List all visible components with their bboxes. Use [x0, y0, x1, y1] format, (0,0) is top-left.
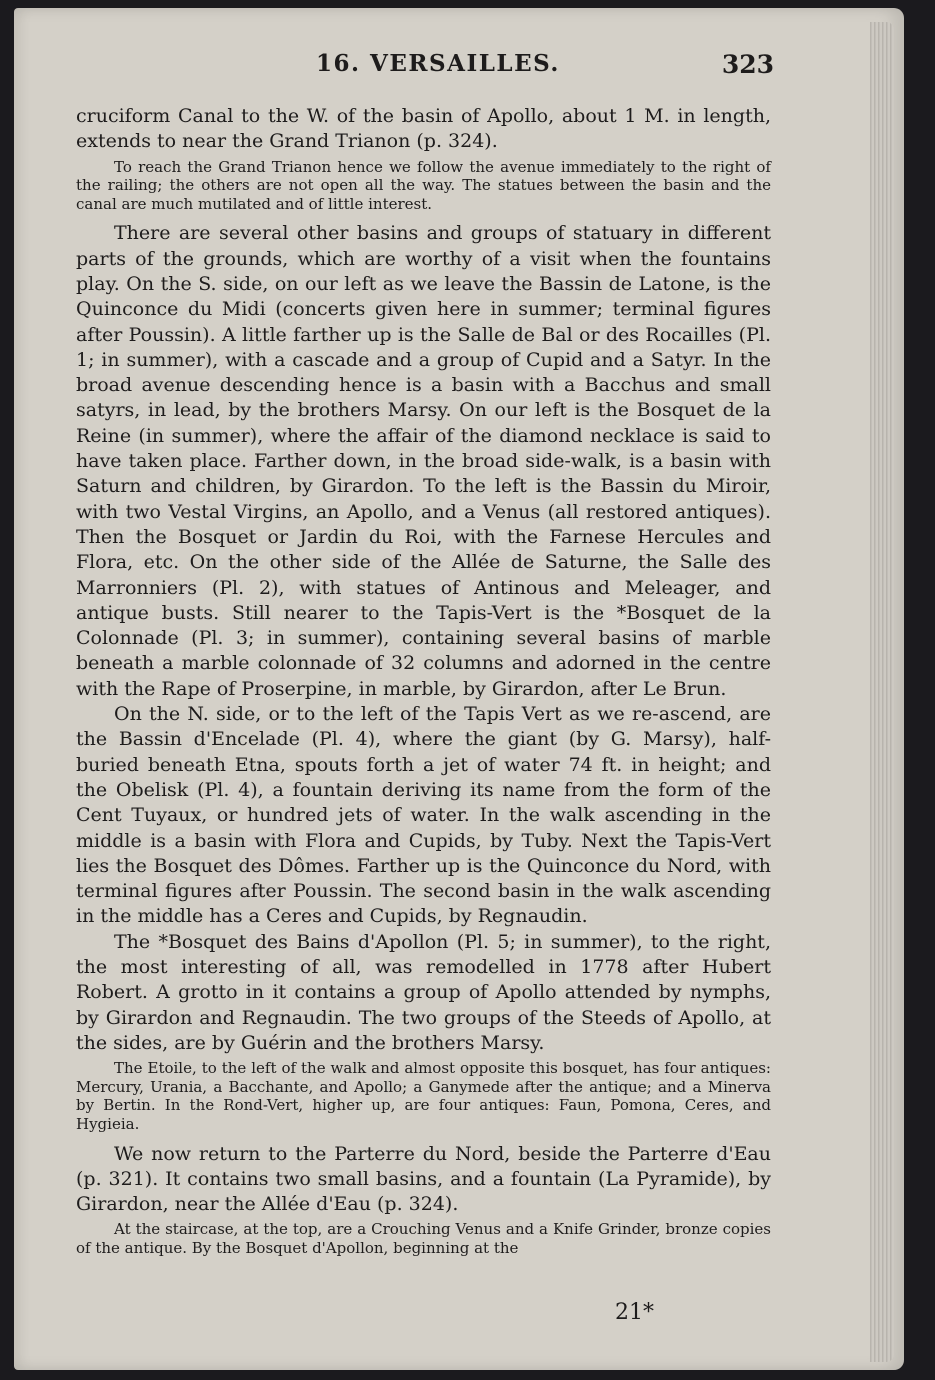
page-header: [64, 50, 774, 86]
page-number: 323: [721, 50, 774, 79]
small-note-trianon: To reach the Grand Trianon hence we follow the avenue immediately to the right of the railing; the others are not open all the way. The statues between the basin and the canal are much mutilated and of little interest.: [76, 157, 771, 213]
paragraph-bains-apollon: The *Bosquet des Bains d'Apollon (Pl. 5; in summer), to the right, the most interesting of all, was remodelled in 1778 after Hubert Robert. A grotto in it contains a group of Apollo attended by nymphs, by Girardon and Regnaudin. The two groups of the Steeds of Apollo, at the sides, are by Guérin and the brothers Marsy.: [76, 930, 771, 1054]
small-note-staircase: At the staircase, at the top, are a Crouching Venus and a Knife Grinder, bronze copies of the antique. By the Bosquet d'Apollon, beginning at the: [76, 1220, 771, 1258]
page-edge: [870, 22, 894, 1362]
paragraph-parterre-nord: We now return to the Parterre du Nord, beside the Parterre d'Eau (p. 321). It contains two small basins, and a fountain (La Pyramide), by Girardon, near the Allée d'Eau (p. 324).: [76, 1142, 771, 1216]
paragraph-south-side: There are several other basins and groups of statuary in different parts of the grounds, which are worthy of a visit when the fountains play. On the S. side, on our left as we leave the Bassin de Latone, is the Quinconce du Midi (concerts given here in summer; terminal figures after Poussin). A little farther up is the Salle de Bal or des Rocailles (Pl. 1; in summer), with a cascade and a group of Cupid and a Satyr. In the broad avenue descending hence is a basin with a Bacchus and small satyrs, in lead, by the brothers Marsy. On our left is the Bosquet de la Reine (in summer), where the affair of the diamond necklace is said to have taken place. Farther down, in the broad side-walk, is a basin with Saturn and children, by Girardon. To the left is the Bassin du Miroir, with two Vestal Virgins, an Apollo, and a Venus (all restored antiques). Then the Bosquet or Jardin du Roi, with the Farnese Hercules and Flora, etc. On the other side of the Allée de Saturne, the Salle des Marronniers (Pl. 2), with statues of Antinous and Meleager, and antique busts. Still nearer to the Tapis-Vert is the *Bosquet de la Colonnade (Pl. 3; in summer), containing several basins of marble beneath a marble colonnade of 32 columns and adorned in the centre with the Rape of Proserpine, in marble, by Girardon, after Le Brun.: [76, 222, 771, 700]
running-title: 16. VERSAILLES.: [316, 50, 560, 77]
small-note-etoile: The Etoile, to the left of the walk and almost opposite this bosquet, has four antiques: Mercury, Urania, a Bacchante, and Apollo; a Ganymede after the antique; and a Minerva by Bertin. In the Rond-Vert, higher up, are four antiques: Faun, Pomona, Ceres, and Hygieia.: [76, 1059, 771, 1133]
paragraph-canal: cruciform Canal to the W. of the basin of Apollo, about 1 M. in length, extends to near the Grand Trianon (p. 324).: [76, 105, 771, 153]
page-body: [76, 104, 771, 1258]
paragraph-north-side: On the N. side, or to the left of the Tapis Vert as we re-ascend, are the Bassin d'Encelade (Pl. 4), where the giant (by G. Marsy), half-buried beneath Etna, spouts forth a jet of water 74 ft. in height; and the Obelisk (Pl. 4), a fountain deriving its name from the form of the Cent Tuyaux, or hundred jets of water. In the walk ascending in the middle is a basin with Flora and Cupids, by Tuby. Next the Tapis-Vert lies the Bosquet des Dômes. Farther up is the Quinconce du Nord, with terminal figures after Poussin. The second basin in the walk ascending in the middle has a Ceres and Cupids, by Regnaudin.: [76, 703, 771, 928]
signature-mark: 21*: [615, 1300, 654, 1325]
